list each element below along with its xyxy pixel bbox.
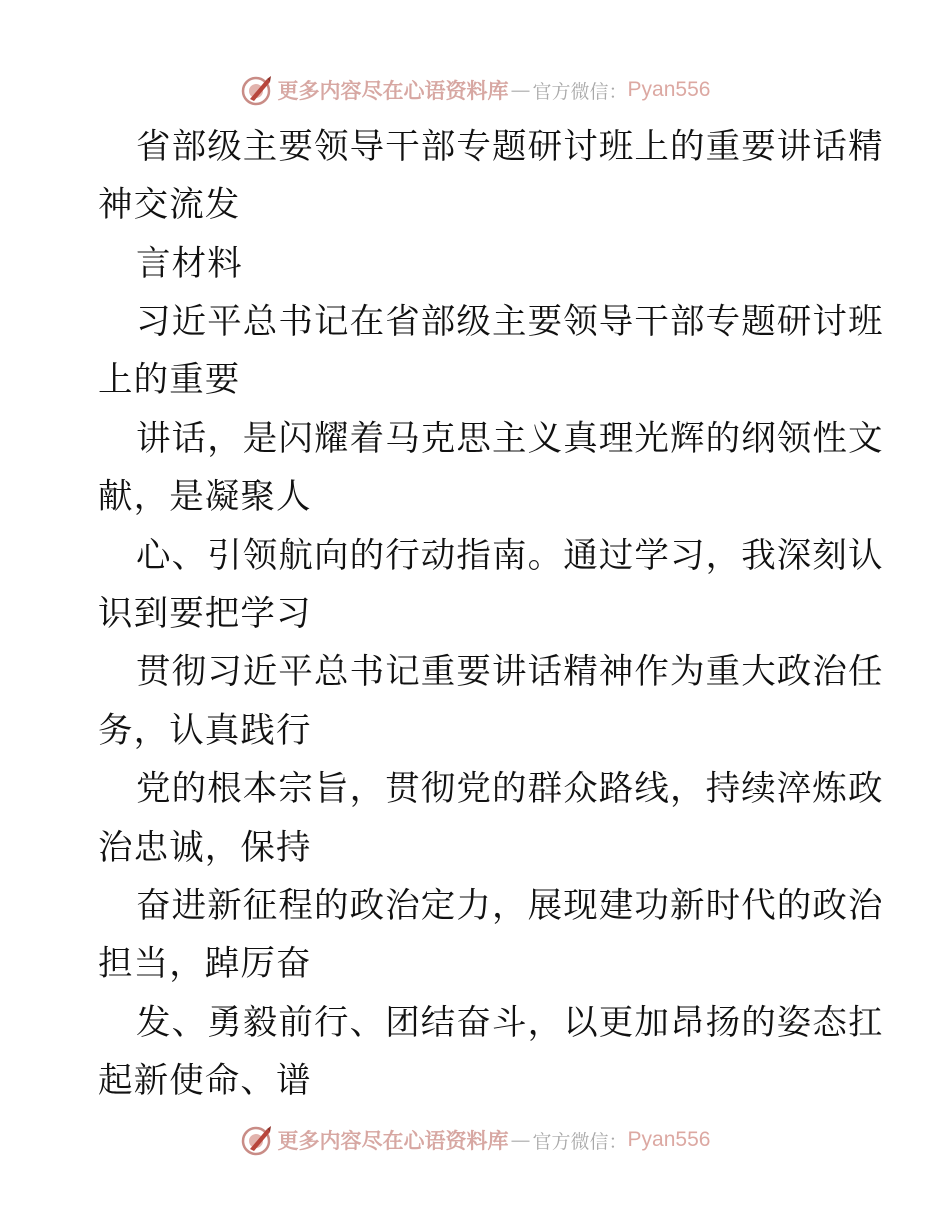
text-line: 献，是凝聚人 [98,477,312,517]
text-line: 发、勇毅前行、团结奋斗，以更加昂扬的姿态扛 [136,1003,884,1043]
quill-pen-logo-icon [240,1123,274,1157]
watermark-brand: 更多内容尽在心语资料库 [277,1128,509,1153]
watermark-account-label: 官方微信： [532,1130,628,1153]
text-line: 担当，踔厉奋 [98,944,312,984]
watermark-account-id: Pyan556 [627,1128,711,1151]
watermark-account-label: 官方微信： [532,80,628,103]
text-line: 心、引领航向的行动指南。通过学习，我深刻认 [136,536,884,576]
text-line: 治忠诚，保持 [98,828,312,868]
text-line: 习近平总书记在省部级主要领导干部专题研讨班 [136,302,884,342]
text-line: 上的重要 [98,360,241,400]
footer-watermark [0,1120,950,1160]
watermark-separator: — [510,1128,531,1152]
watermark-brand: 更多内容尽在心语资料库 [277,78,509,103]
text-line: 神交流发 [98,185,241,225]
quill-pen-logo-icon [240,73,274,107]
watermark-separator: — [510,78,531,102]
text-line: 党的根本宗旨，贯彻党的群众路线，持续淬炼政 [136,769,884,809]
text-line: 贯彻习近平总书记重要讲话精神作为重大政治任 [136,652,884,692]
text-line: 起新使命、谱 [98,1061,312,1101]
text-line: 省部级主要领导干部专题研讨班上的重要讲话精 [136,127,884,167]
text-line: 识到要把学习 [98,594,312,634]
text-line: 言材料 [136,244,243,284]
text-line: 奋进新征程的政治定力，展现建功新时代的政治 [136,886,884,926]
header-watermark [0,70,950,110]
watermark-account-id: Pyan556 [627,78,711,101]
text-line: 务，认真践行 [98,711,312,751]
text-line: 讲话，是闪耀着马克思主义真理光辉的纲领性文 [136,419,884,459]
